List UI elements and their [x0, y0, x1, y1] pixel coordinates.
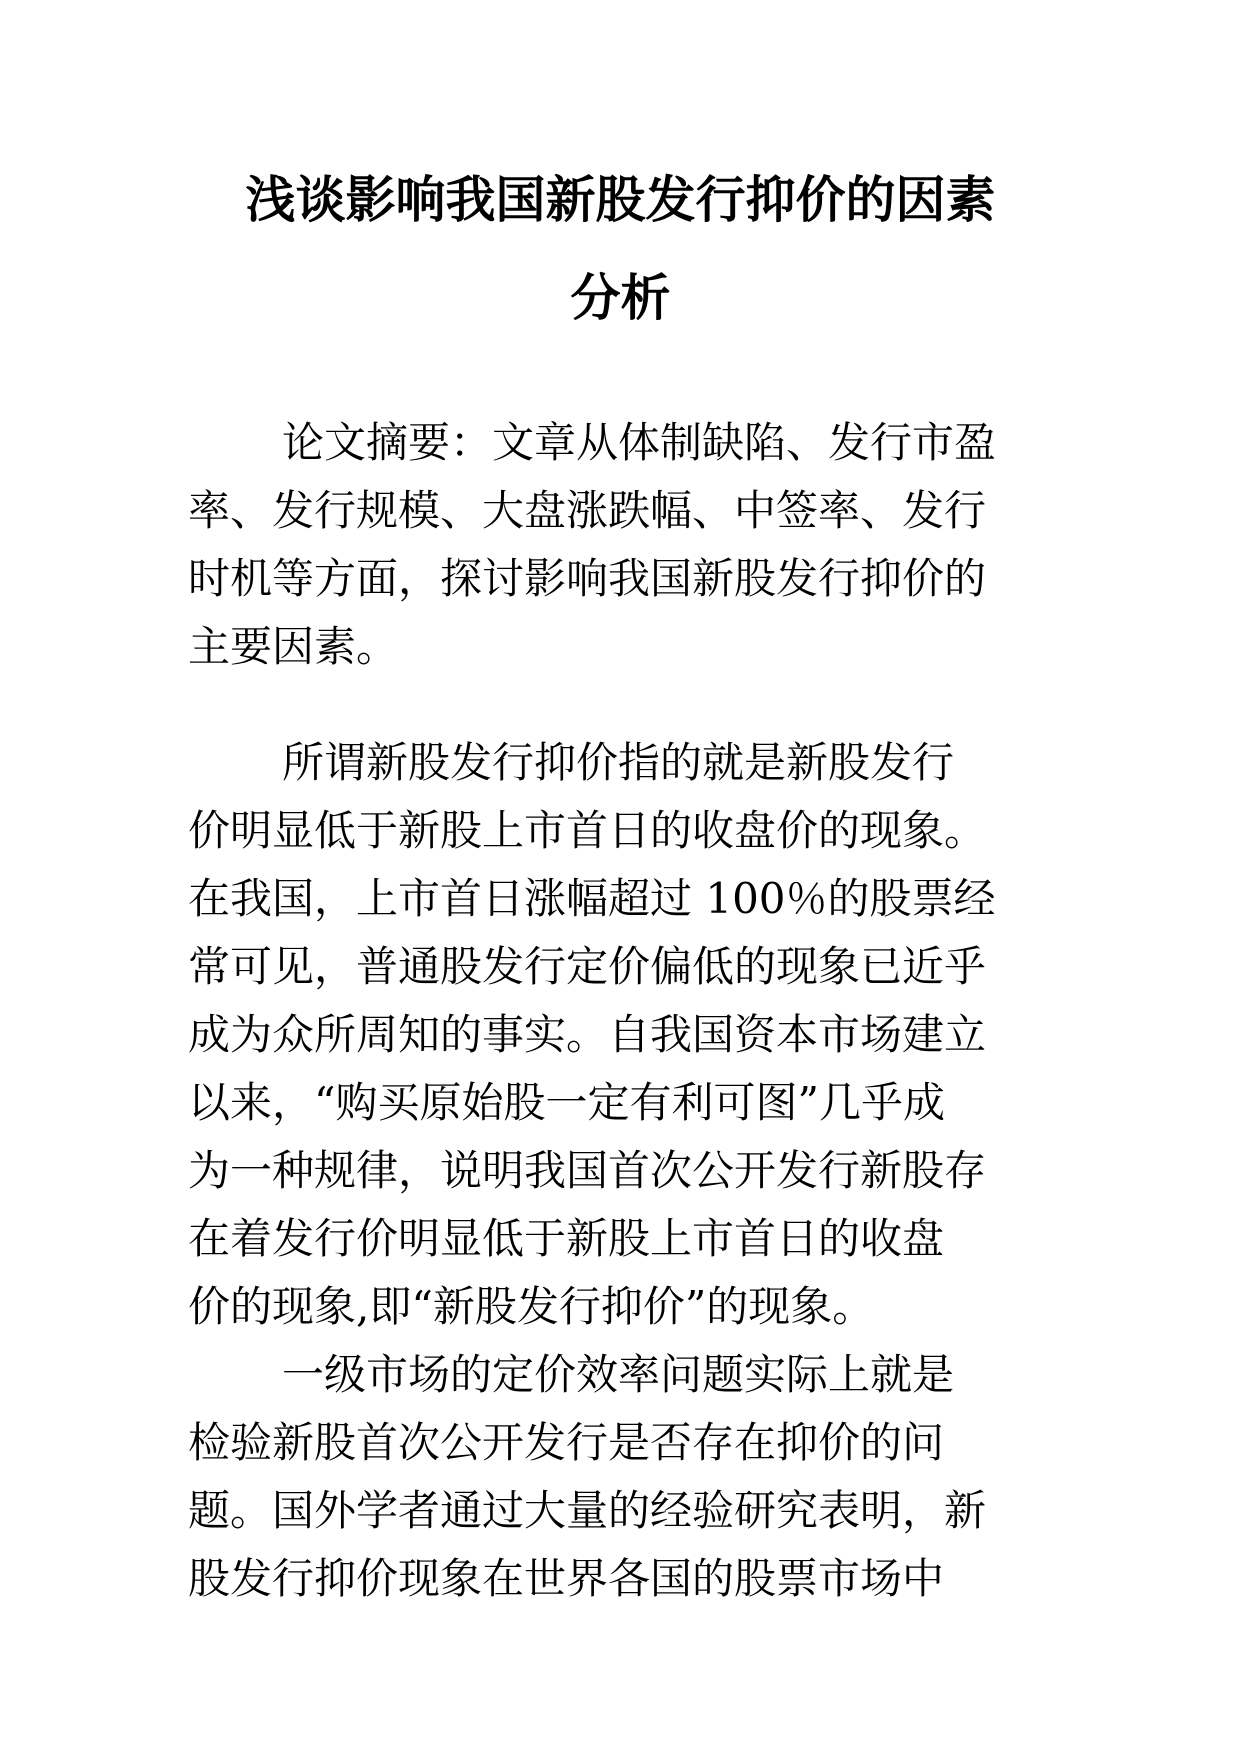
body-paragraph-line: 价明显低于新股上市首日的收盘价的现象。: [188, 806, 987, 855]
body-paragraph-line: 检验新股首次公开发行是否存在抑价的问: [188, 1418, 945, 1467]
body-paragraph-line: 在着发行价明显低于新股上市首日的收盘: [188, 1214, 945, 1263]
body-paragraph-line: 题。国外学者通过大量的经验研究表明，新: [188, 1486, 987, 1535]
body-paragraph-line: 所谓新股发行抑价指的就是新股发行: [282, 738, 955, 787]
body-paragraph-line: 成为众所周知的事实。自我国资本市场建立: [188, 1010, 987, 1059]
abstract-line: 论文摘要：文章从体制缺陷、发行市盈: [282, 418, 997, 467]
body-paragraph-line: 以来，“购买原始股一定有利可图”几乎成: [188, 1078, 945, 1127]
abstract-line: 主要因素。: [188, 622, 399, 671]
body-paragraph-line: 为一种规律，说明我国首次公开发行新股存: [188, 1146, 987, 1195]
body-paragraph-line: 股发行抑价现象在世界各国的股票市场中: [188, 1554, 945, 1603]
body-paragraph-line: 价的现象,即“新股发行抑价”的现象。: [188, 1282, 875, 1331]
body-paragraph-line: 在我国，上市首日涨幅超过 100％的股票经: [188, 874, 996, 923]
abstract-line: 率、发行规模、大盘涨跌幅、中签率、发行: [188, 486, 987, 535]
document-title-line-1: 浅谈影响我国新股发行抑价的因素: [245, 171, 996, 229]
body-paragraph-line: 一级市场的定价效率问题实际上就是: [282, 1350, 955, 1399]
abstract-line: 时机等方面，探讨影响我国新股发行抑价的: [188, 554, 987, 603]
document-title-line-2: 分析: [570, 269, 671, 327]
body-paragraph-line: 常可见，普通股发行定价偏低的现象已近乎: [188, 942, 987, 991]
